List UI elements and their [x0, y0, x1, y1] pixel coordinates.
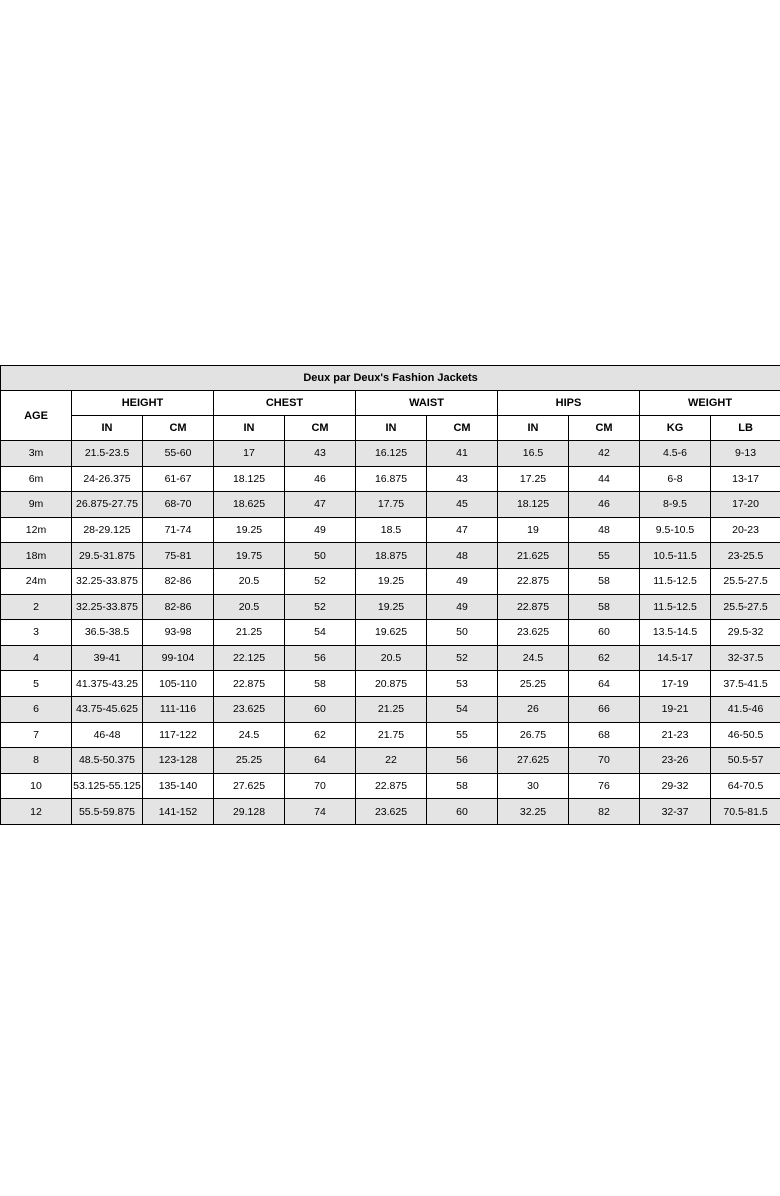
measurement-cell: 45	[427, 492, 498, 518]
group-header-hips: HIPS	[498, 391, 640, 416]
measurement-cell: 43	[427, 466, 498, 492]
measurement-cell: 29.128	[214, 799, 285, 825]
table-row	[1, 773, 780, 799]
measurement-cell: 56	[285, 645, 356, 671]
measurement-cell: 22	[356, 748, 427, 774]
measurement-cell: 17-20	[711, 492, 780, 518]
unit-header: KG	[640, 416, 711, 441]
table-row	[1, 492, 780, 518]
measurement-cell: 26.75	[498, 722, 569, 748]
measurement-cell: 30	[498, 773, 569, 799]
measurement-cell: 18.625	[214, 492, 285, 518]
measurement-cell: 10.5-11.5	[640, 543, 711, 569]
age-cell: 6	[1, 696, 72, 722]
measurement-cell: 16.875	[356, 466, 427, 492]
table-row	[1, 594, 780, 620]
measurement-cell: 56	[427, 748, 498, 774]
measurement-cell: 20-23	[711, 517, 780, 543]
age-cell: 12m	[1, 517, 72, 543]
measurement-cell: 53	[427, 671, 498, 697]
measurement-cell: 24.5	[214, 722, 285, 748]
measurement-cell: 48	[427, 543, 498, 569]
measurement-cell: 46-50.5	[711, 722, 780, 748]
measurement-cell: 22.875	[498, 594, 569, 620]
measurement-cell: 8-9.5	[640, 492, 711, 518]
measurement-cell: 141-152	[143, 799, 214, 825]
age-cell: 18m	[1, 543, 72, 569]
unit-header: CM	[285, 416, 356, 441]
measurement-cell: 19.25	[356, 594, 427, 620]
measurement-cell: 64	[285, 748, 356, 774]
unit-header: IN	[72, 416, 143, 441]
measurement-cell: 135-140	[143, 773, 214, 799]
measurement-cell: 62	[569, 645, 640, 671]
measurement-cell: 64-70.5	[711, 773, 780, 799]
measurement-cell: 43.75-45.625	[72, 696, 143, 722]
measurement-cell: 55.5-59.875	[72, 799, 143, 825]
measurement-cell: 48.5-50.375	[72, 748, 143, 774]
measurement-cell: 9.5-10.5	[640, 517, 711, 543]
measurement-cell: 68	[569, 722, 640, 748]
measurement-cell: 74	[285, 799, 356, 825]
measurement-cell: 19-21	[640, 696, 711, 722]
measurement-cell: 41.5-46	[711, 696, 780, 722]
measurement-cell: 16.5	[498, 441, 569, 467]
unit-header: CM	[569, 416, 640, 441]
unit-header: IN	[498, 416, 569, 441]
measurement-cell: 82-86	[143, 594, 214, 620]
measurement-cell: 29-32	[640, 773, 711, 799]
measurement-cell: 52	[285, 568, 356, 594]
unit-header: LB	[711, 416, 780, 441]
age-cell: 8	[1, 748, 72, 774]
group-header-chest: CHEST	[214, 391, 356, 416]
measurement-cell: 29.5-31.875	[72, 543, 143, 569]
measurement-cell: 13-17	[711, 466, 780, 492]
measurement-cell: 36.5-38.5	[72, 620, 143, 646]
measurement-cell: 21.75	[356, 722, 427, 748]
measurement-cell: 47	[285, 492, 356, 518]
measurement-cell: 71-74	[143, 517, 214, 543]
chart-title: Deux par Deux's Fashion Jackets	[1, 366, 780, 391]
measurement-cell: 18.5	[356, 517, 427, 543]
measurement-cell: 117-122	[143, 722, 214, 748]
measurement-cell: 29.5-32	[711, 620, 780, 646]
table-row	[1, 466, 780, 492]
measurement-cell: 42	[569, 441, 640, 467]
measurement-cell: 32-37	[640, 799, 711, 825]
measurement-cell: 28-29.125	[72, 517, 143, 543]
measurement-cell: 41	[427, 441, 498, 467]
age-cell: 3	[1, 620, 72, 646]
measurement-cell: 21.25	[214, 620, 285, 646]
measurement-cell: 13.5-14.5	[640, 620, 711, 646]
measurement-cell: 39-41	[72, 645, 143, 671]
age-cell: 9m	[1, 492, 72, 518]
measurement-cell: 52	[427, 645, 498, 671]
measurement-cell: 21-23	[640, 722, 711, 748]
size-chart-body	[1, 441, 780, 825]
measurement-cell: 9-13	[711, 441, 780, 467]
measurement-cell: 43	[285, 441, 356, 467]
measurement-cell: 49	[427, 594, 498, 620]
measurement-cell: 22.875	[214, 671, 285, 697]
age-cell: 10	[1, 773, 72, 799]
measurement-cell: 17.75	[356, 492, 427, 518]
measurement-cell: 23-25.5	[711, 543, 780, 569]
measurement-cell: 62	[285, 722, 356, 748]
measurement-cell: 32.25-33.875	[72, 594, 143, 620]
measurement-cell: 21.625	[498, 543, 569, 569]
table-row	[1, 671, 780, 697]
measurement-cell: 70	[285, 773, 356, 799]
measurement-cell: 17.25	[498, 466, 569, 492]
measurement-cell: 60	[569, 620, 640, 646]
measurement-cell: 17	[214, 441, 285, 467]
unit-header: IN	[214, 416, 285, 441]
group-header-waist: WAIST	[356, 391, 498, 416]
measurement-cell: 55	[569, 543, 640, 569]
measurement-cell: 25.25	[498, 671, 569, 697]
measurement-cell: 47	[427, 517, 498, 543]
age-cell: 2	[1, 594, 72, 620]
measurement-cell: 19.625	[356, 620, 427, 646]
group-header-weight: WEIGHT	[640, 391, 780, 416]
unit-header: IN	[356, 416, 427, 441]
group-header-row	[1, 391, 780, 416]
age-cell: 6m	[1, 466, 72, 492]
age-cell: 4	[1, 645, 72, 671]
measurement-cell: 20.875	[356, 671, 427, 697]
measurement-cell: 24.5	[498, 645, 569, 671]
measurement-cell: 75-81	[143, 543, 214, 569]
measurement-cell: 16.125	[356, 441, 427, 467]
table-row	[1, 568, 780, 594]
measurement-cell: 58	[569, 568, 640, 594]
age-cell: 5	[1, 671, 72, 697]
measurement-cell: 21.25	[356, 696, 427, 722]
measurement-cell: 53.125-55.125	[72, 773, 143, 799]
measurement-cell: 25.25	[214, 748, 285, 774]
measurement-cell: 23.625	[214, 696, 285, 722]
table-row	[1, 748, 780, 774]
group-header-height: HEIGHT	[72, 391, 214, 416]
age-cell: 12	[1, 799, 72, 825]
measurement-cell: 23.625	[498, 620, 569, 646]
measurement-cell: 26	[498, 696, 569, 722]
unit-header: CM	[143, 416, 214, 441]
measurement-cell: 64	[569, 671, 640, 697]
measurement-cell: 46	[569, 492, 640, 518]
measurement-cell: 32-37.5	[711, 645, 780, 671]
measurement-cell: 44	[569, 466, 640, 492]
table-row	[1, 722, 780, 748]
measurement-cell: 32.25-33.875	[72, 568, 143, 594]
table-row	[1, 799, 780, 825]
measurement-cell: 54	[427, 696, 498, 722]
measurement-cell: 23-26	[640, 748, 711, 774]
measurement-cell: 11.5-12.5	[640, 568, 711, 594]
measurement-cell: 70.5-81.5	[711, 799, 780, 825]
measurement-cell: 58	[569, 594, 640, 620]
measurement-cell: 41.375-43.25	[72, 671, 143, 697]
age-cell: 3m	[1, 441, 72, 467]
measurement-cell: 19	[498, 517, 569, 543]
measurement-cell: 46	[285, 466, 356, 492]
measurement-cell: 68-70	[143, 492, 214, 518]
measurement-cell: 37.5-41.5	[711, 671, 780, 697]
table-row	[1, 517, 780, 543]
measurement-cell: 19.25	[356, 568, 427, 594]
measurement-cell: 58	[285, 671, 356, 697]
measurement-cell: 19.25	[214, 517, 285, 543]
measurement-cell: 19.75	[214, 543, 285, 569]
measurement-cell: 22.875	[498, 568, 569, 594]
measurement-cell: 93-98	[143, 620, 214, 646]
measurement-cell: 22.875	[356, 773, 427, 799]
measurement-cell: 18.125	[214, 466, 285, 492]
measurement-cell: 11.5-12.5	[640, 594, 711, 620]
size-chart-table	[0, 365, 780, 825]
unit-header-row	[1, 416, 780, 441]
measurement-cell: 18.125	[498, 492, 569, 518]
measurement-cell: 23.625	[356, 799, 427, 825]
measurement-cell: 22.125	[214, 645, 285, 671]
age-cell: 7	[1, 722, 72, 748]
measurement-cell: 82-86	[143, 568, 214, 594]
measurement-cell: 61-67	[143, 466, 214, 492]
measurement-cell: 123-128	[143, 748, 214, 774]
measurement-cell: 55-60	[143, 441, 214, 467]
measurement-cell: 20.5	[356, 645, 427, 671]
measurement-cell: 55	[427, 722, 498, 748]
table-row	[1, 543, 780, 569]
measurement-cell: 50	[427, 620, 498, 646]
measurement-cell: 24-26.375	[72, 466, 143, 492]
measurement-cell: 58	[427, 773, 498, 799]
table-row	[1, 645, 780, 671]
measurement-cell: 6-8	[640, 466, 711, 492]
measurement-cell: 17-19	[640, 671, 711, 697]
measurement-cell: 49	[427, 568, 498, 594]
measurement-cell: 60	[285, 696, 356, 722]
measurement-cell: 111-116	[143, 696, 214, 722]
measurement-cell: 99-104	[143, 645, 214, 671]
measurement-cell: 70	[569, 748, 640, 774]
measurement-cell: 20.5	[214, 594, 285, 620]
table-row	[1, 620, 780, 646]
measurement-cell: 25.5-27.5	[711, 594, 780, 620]
measurement-cell: 27.625	[214, 773, 285, 799]
measurement-cell: 26.875-27.75	[72, 492, 143, 518]
measurement-cell: 32.25	[498, 799, 569, 825]
title-row	[1, 366, 780, 391]
unit-header: CM	[427, 416, 498, 441]
measurement-cell: 66	[569, 696, 640, 722]
measurement-cell: 50	[285, 543, 356, 569]
measurement-cell: 54	[285, 620, 356, 646]
age-header: AGE	[1, 391, 72, 441]
measurement-cell: 46-48	[72, 722, 143, 748]
measurement-cell: 20.5	[214, 568, 285, 594]
measurement-cell: 25.5-27.5	[711, 568, 780, 594]
measurement-cell: 82	[569, 799, 640, 825]
measurement-cell: 50.5-57	[711, 748, 780, 774]
measurement-cell: 60	[427, 799, 498, 825]
measurement-cell: 21.5-23.5	[72, 441, 143, 467]
age-cell: 24m	[1, 568, 72, 594]
measurement-cell: 105-110	[143, 671, 214, 697]
measurement-cell: 49	[285, 517, 356, 543]
measurement-cell: 4.5-6	[640, 441, 711, 467]
measurement-cell: 48	[569, 517, 640, 543]
measurement-cell: 52	[285, 594, 356, 620]
measurement-cell: 27.625	[498, 748, 569, 774]
table-row	[1, 441, 780, 467]
measurement-cell: 14.5-17	[640, 645, 711, 671]
measurement-cell: 76	[569, 773, 640, 799]
measurement-cell: 18.875	[356, 543, 427, 569]
table-row	[1, 696, 780, 722]
